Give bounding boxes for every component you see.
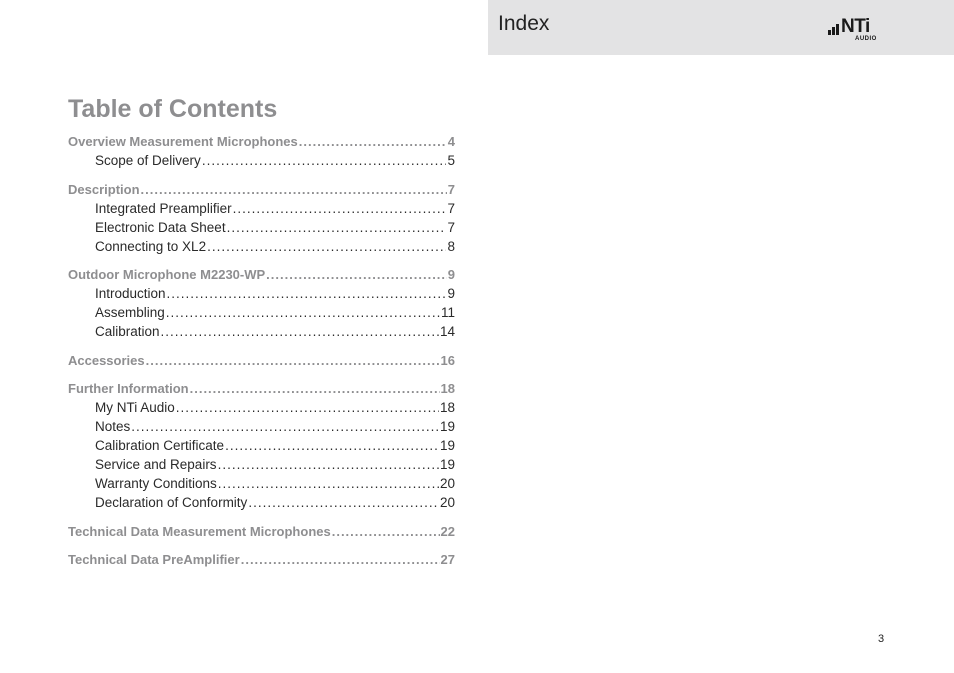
toc-subsection-entry[interactable] <box>68 218 455 237</box>
toc-entry-page: 14 <box>439 324 455 339</box>
toc-entry-page: 20 <box>439 495 455 510</box>
toc-entry-page: 11 <box>440 305 455 320</box>
toc-entry-label: Introduction <box>95 286 166 301</box>
toc-leader-dots <box>225 436 439 455</box>
toc-subsection-entry[interactable] <box>68 455 455 474</box>
toc-subsection-entry[interactable] <box>68 398 455 417</box>
toc-entry-page: 18 <box>439 400 455 415</box>
toc-entry-page: 19 <box>439 457 455 472</box>
toc-entry-label: Further Information <box>68 381 189 396</box>
toc-subsection-entry[interactable] <box>68 284 455 303</box>
toc-entry-page: 4 <box>447 134 455 149</box>
logo-subtext: AUDIO <box>855 36 877 42</box>
toc-entry-label: Connecting to XL2 <box>95 238 207 254</box>
toc-leader-dots <box>202 151 447 170</box>
toc-leader-dots <box>266 265 447 284</box>
toc-entry-label: Service and Repairs <box>95 457 217 472</box>
toc-title: Table of Contents <box>68 95 278 123</box>
toc-subsection-entry[interactable] <box>68 237 455 256</box>
toc-section-entry[interactable] <box>68 265 455 284</box>
toc-entry-label: Electronic Data Sheet <box>95 219 226 235</box>
toc-subsection-entry[interactable] <box>68 322 455 341</box>
toc-entry-page: 7 <box>447 200 455 216</box>
toc-subsection-entry[interactable] <box>68 303 455 322</box>
toc-section-entry[interactable] <box>68 522 455 541</box>
toc-leader-dots <box>218 474 439 493</box>
toc-leader-dots <box>248 493 439 512</box>
toc-leader-dots <box>176 398 439 417</box>
toc-leader-dots <box>233 199 447 218</box>
toc-entry-label: Declaration of Conformity <box>95 495 248 510</box>
toc-entry-label: Outdoor Microphone M2230-WP <box>68 267 266 282</box>
toc-leader-dots <box>166 303 440 322</box>
section-label: Index <box>498 12 550 35</box>
toc-leader-dots <box>299 132 447 151</box>
toc-entry-label: My NTi Audio <box>95 400 175 415</box>
toc-entry-page: 18 <box>440 381 455 396</box>
toc-entry-label: Calibration <box>95 324 160 339</box>
toc-entry-label: Scope of Delivery <box>95 153 201 168</box>
toc-leader-dots <box>141 180 447 199</box>
toc-entry-page: 8 <box>447 238 455 254</box>
logo-text: NTi <box>841 16 870 37</box>
logo-bars-icon <box>828 24 840 35</box>
toc-entry-page: 9 <box>447 267 455 282</box>
toc-leader-dots <box>167 284 447 303</box>
toc-section-entry[interactable] <box>68 550 455 569</box>
table-of-contents <box>68 132 455 569</box>
toc-entry-page: 9 <box>447 286 455 301</box>
toc-subsection-entry[interactable] <box>68 493 455 512</box>
header-band <box>488 0 954 55</box>
toc-leader-dots <box>218 455 439 474</box>
toc-entry-label: Technical Data PreAmplifier <box>68 552 240 567</box>
toc-entry-page: 5 <box>447 153 455 168</box>
toc-entry-page: 16 <box>440 352 455 368</box>
toc-entry-label: Calibration Certificate <box>95 438 225 453</box>
toc-leader-dots <box>190 379 440 398</box>
toc-leader-dots <box>161 322 439 341</box>
toc-entry-label: Overview Measurement Microphones <box>68 134 298 149</box>
toc-entry-page: 19 <box>439 419 455 434</box>
toc-subsection-entry[interactable] <box>68 436 455 455</box>
toc-leader-dots <box>241 550 440 569</box>
toc-entry-label: Accessories <box>68 352 145 368</box>
toc-subsection-entry[interactable] <box>68 151 455 170</box>
toc-section-entry[interactable] <box>68 351 455 370</box>
toc-entry-page: 22 <box>440 523 455 539</box>
toc-entry-page: 27 <box>440 552 455 567</box>
toc-leader-dots <box>332 522 440 541</box>
toc-entry-page: 7 <box>447 181 455 197</box>
toc-leader-dots <box>131 417 439 436</box>
toc-leader-dots <box>146 351 440 370</box>
toc-entry-page: 7 <box>447 219 455 235</box>
toc-leader-dots <box>207 237 446 256</box>
page-number: 3 <box>878 633 885 645</box>
toc-entry-label: Technical Data Measurement Microphones <box>68 523 331 539</box>
toc-entry-page: 19 <box>439 438 455 453</box>
toc-entry-page: 20 <box>439 476 455 491</box>
toc-entry-label: Notes <box>95 419 131 434</box>
toc-entry-label: Warranty Conditions <box>95 476 217 491</box>
toc-section-entry[interactable] <box>68 132 455 151</box>
toc-subsection-entry[interactable] <box>68 417 455 436</box>
toc-entry-label: Integrated Preamplifier <box>95 200 232 216</box>
toc-subsection-entry[interactable] <box>68 474 455 493</box>
toc-leader-dots <box>227 218 447 237</box>
nti-audio-logo <box>828 16 888 43</box>
toc-entry-label: Description <box>68 181 140 197</box>
toc-subsection-entry[interactable] <box>68 199 455 218</box>
toc-section-entry[interactable] <box>68 180 455 199</box>
toc-entry-label: Assembling <box>95 305 165 320</box>
toc-section-entry[interactable] <box>68 379 455 398</box>
